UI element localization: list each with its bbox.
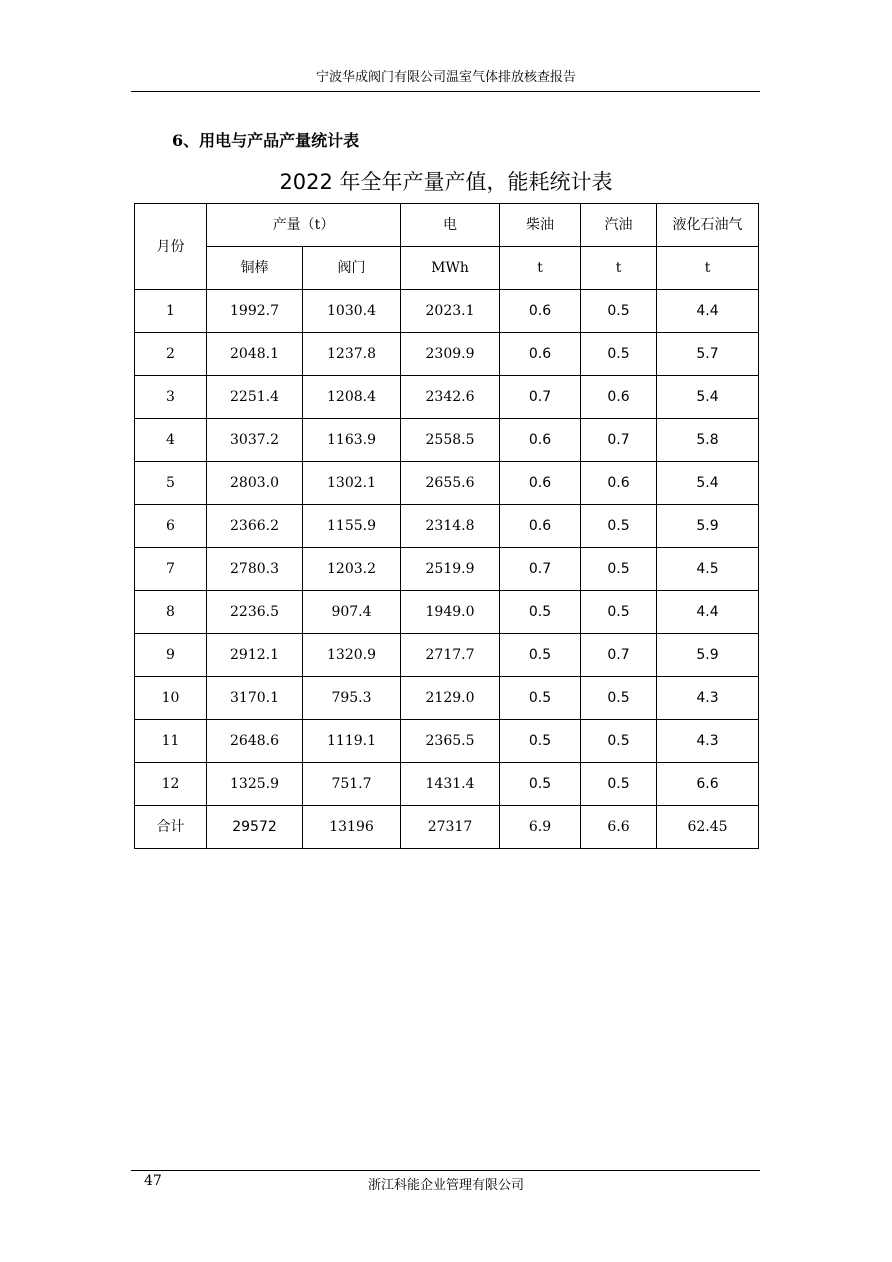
cell-copper-rod: 2251.4 — [207, 376, 303, 419]
cell-lpg: 4.3 — [657, 677, 759, 720]
cell-electricity: 2342.6 — [401, 376, 500, 419]
header-production: 产量（t） — [207, 204, 401, 247]
cell-diesel: 0.6 — [500, 505, 581, 548]
cell-gasoline: 0.6 — [581, 376, 657, 419]
total-gasoline: 6.6 — [581, 806, 657, 849]
cell-copper-rod: 2803.0 — [207, 462, 303, 505]
cell-gasoline: 0.5 — [581, 720, 657, 763]
total-copper-rod: 29572 — [207, 806, 303, 849]
cell-lpg: 5.4 — [657, 376, 759, 419]
cell-electricity: 2519.9 — [401, 548, 500, 591]
cell-diesel: 0.5 — [500, 591, 581, 634]
total-lpg: 62.45 — [657, 806, 759, 849]
cell-valve: 1302.1 — [303, 462, 401, 505]
cell-month: 2 — [135, 333, 207, 376]
table-row — [135, 548, 759, 591]
table-row — [135, 634, 759, 677]
cell-valve: 1320.9 — [303, 634, 401, 677]
cell-lpg: 5.9 — [657, 505, 759, 548]
cell-copper-rod: 2648.6 — [207, 720, 303, 763]
header-electricity: 电 — [401, 204, 500, 247]
cell-copper-rod: 1992.7 — [207, 290, 303, 333]
cell-diesel: 0.7 — [500, 548, 581, 591]
cell-valve: 1119.1 — [303, 720, 401, 763]
cell-month: 4 — [135, 419, 207, 462]
cell-month: 9 — [135, 634, 207, 677]
cell-valve: 751.7 — [303, 763, 401, 806]
header-diesel: 柴油 — [500, 204, 581, 247]
cell-copper-rod: 3037.2 — [207, 419, 303, 462]
total-valve: 13196 — [303, 806, 401, 849]
cell-electricity: 2655.6 — [401, 462, 500, 505]
cell-gasoline: 0.7 — [581, 419, 657, 462]
cell-diesel: 0.6 — [500, 419, 581, 462]
page-header-title: 宁波华成阀门有限公司温室气体排放核查报告 — [315, 70, 576, 85]
cell-valve: 795.3 — [303, 677, 401, 720]
table-row — [135, 720, 759, 763]
cell-diesel: 0.6 — [500, 290, 581, 333]
header-divider — [131, 91, 760, 92]
cell-month: 7 — [135, 548, 207, 591]
header-copper-rod: 铜棒 — [207, 247, 303, 290]
page-number: 47 — [144, 1173, 162, 1189]
header-diesel-unit: t — [500, 247, 581, 290]
header-month: 月份 — [135, 204, 207, 290]
cell-lpg: 5.4 — [657, 462, 759, 505]
cell-diesel: 0.5 — [500, 763, 581, 806]
cell-lpg: 4.3 — [657, 720, 759, 763]
cell-copper-rod: 1325.9 — [207, 763, 303, 806]
cell-lpg: 4.4 — [657, 591, 759, 634]
total-electricity: 27317 — [401, 806, 500, 849]
cell-diesel: 0.5 — [500, 677, 581, 720]
cell-electricity: 2129.0 — [401, 677, 500, 720]
cell-gasoline: 0.5 — [581, 677, 657, 720]
total-label: 合计 — [135, 806, 207, 849]
cell-valve: 1030.4 — [303, 290, 401, 333]
cell-gasoline: 0.5 — [581, 548, 657, 591]
cell-copper-rod: 2780.3 — [207, 548, 303, 591]
cell-lpg: 5.9 — [657, 634, 759, 677]
cell-electricity: 2309.9 — [401, 333, 500, 376]
table-title: 2022 年全年产量产值，能耗统计表 — [279, 170, 613, 194]
cell-electricity: 2717.7 — [401, 634, 500, 677]
cell-gasoline: 0.5 — [581, 505, 657, 548]
cell-copper-rod: 3170.1 — [207, 677, 303, 720]
section-heading: 6、用电与产品产量统计表 — [172, 131, 360, 150]
cell-month: 5 — [135, 462, 207, 505]
cell-electricity: 1431.4 — [401, 763, 500, 806]
cell-valve: 1208.4 — [303, 376, 401, 419]
cell-month: 1 — [135, 290, 207, 333]
footer-company: 浙江科能企业管理有限公司 — [367, 1178, 524, 1193]
cell-lpg: 5.7 — [657, 333, 759, 376]
cell-month: 11 — [135, 720, 207, 763]
cell-copper-rod: 2366.2 — [207, 505, 303, 548]
cell-lpg: 6.6 — [657, 763, 759, 806]
cell-month: 6 — [135, 505, 207, 548]
cell-gasoline: 0.5 — [581, 290, 657, 333]
table-row — [135, 505, 759, 548]
table-row — [135, 419, 759, 462]
cell-diesel: 0.7 — [500, 376, 581, 419]
cell-month: 10 — [135, 677, 207, 720]
header-row-1 — [135, 204, 759, 247]
cell-gasoline: 0.5 — [581, 591, 657, 634]
cell-gasoline: 0.6 — [581, 462, 657, 505]
table-row — [135, 462, 759, 505]
header-electricity-unit: MWh — [401, 247, 500, 290]
table-row — [135, 333, 759, 376]
total-diesel: 6.9 — [500, 806, 581, 849]
cell-gasoline: 0.7 — [581, 634, 657, 677]
cell-copper-rod: 2236.5 — [207, 591, 303, 634]
cell-gasoline: 0.5 — [581, 763, 657, 806]
cell-gasoline: 0.5 — [581, 333, 657, 376]
cell-lpg: 4.5 — [657, 548, 759, 591]
table-row — [135, 763, 759, 806]
cell-diesel: 0.6 — [500, 462, 581, 505]
table-row — [135, 376, 759, 419]
table-row — [135, 677, 759, 720]
header-gasoline: 汽油 — [581, 204, 657, 247]
cell-valve: 1203.2 — [303, 548, 401, 591]
cell-electricity: 2558.5 — [401, 419, 500, 462]
cell-electricity: 2023.1 — [401, 290, 500, 333]
table-row — [135, 591, 759, 634]
header-valve: 阀门 — [303, 247, 401, 290]
cell-copper-rod: 2912.1 — [207, 634, 303, 677]
cell-valve: 1163.9 — [303, 419, 401, 462]
cell-valve: 907.4 — [303, 591, 401, 634]
total-row — [135, 806, 759, 849]
statistics-table — [134, 203, 759, 849]
footer-divider — [131, 1170, 760, 1171]
header-lpg-unit: t — [657, 247, 759, 290]
cell-lpg: 4.4 — [657, 290, 759, 333]
cell-month: 3 — [135, 376, 207, 419]
cell-month: 8 — [135, 591, 207, 634]
cell-electricity: 2365.5 — [401, 720, 500, 763]
cell-electricity: 1949.0 — [401, 591, 500, 634]
cell-lpg: 5.8 — [657, 419, 759, 462]
cell-diesel: 0.5 — [500, 720, 581, 763]
cell-valve: 1237.8 — [303, 333, 401, 376]
header-row-2 — [135, 247, 759, 290]
cell-electricity: 2314.8 — [401, 505, 500, 548]
cell-diesel: 0.6 — [500, 333, 581, 376]
table-row — [135, 290, 759, 333]
cell-copper-rod: 2048.1 — [207, 333, 303, 376]
cell-valve: 1155.9 — [303, 505, 401, 548]
header-lpg: 液化石油气 — [657, 204, 759, 247]
header-gasoline-unit: t — [581, 247, 657, 290]
cell-month: 12 — [135, 763, 207, 806]
cell-diesel: 0.5 — [500, 634, 581, 677]
